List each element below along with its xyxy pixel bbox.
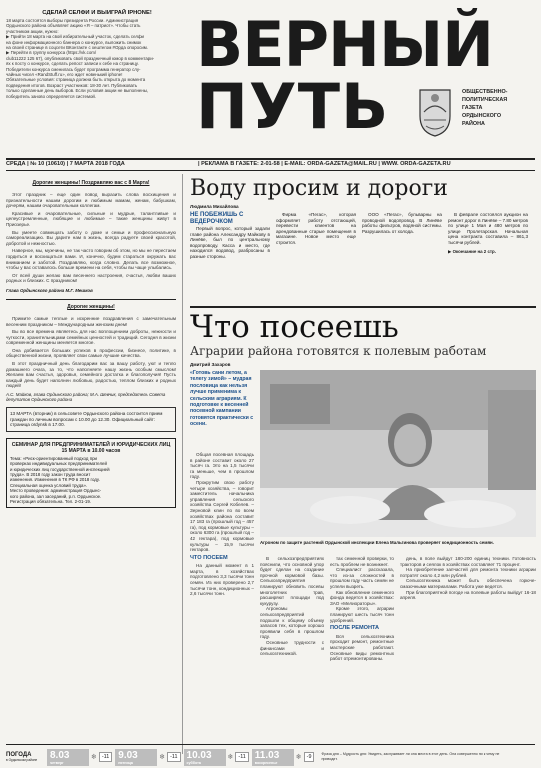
article1-author: Людмила Михайлова xyxy=(190,204,239,209)
seminar-title: СЕМИНАР ДЛЯ ПРЕДПРИНИМАТЕЛЕЙ И ЮРИДИЧЕСКИХ ЛИЦ xyxy=(11,441,171,448)
second-greeting-text xyxy=(6,316,176,389)
snow-icon: ❄ xyxy=(295,753,302,761)
subhead-what-sow: ЧТО ПОСЕЕМ xyxy=(190,554,228,561)
article2-col-d: день, в поле выйдут 180-200 единиц техники. Готовность тракторов и сеялок в хозяйствах составляет 71 процент. На приобретение запчастей для ремонта техники аграрии потратят около 4,2 млн рублей. Сельхозтехника может быть обеспечена горюче-смазочными материалами. Работа уже ведется. При благоприятной погоде на полевые работы выйдут 16-18 апреля. xyxy=(400,556,536,601)
second-greeting-signature: А.С. Майков, глава Ордынского района; М.А. Шевчик, председатель Совета депутатов Ордынского района xyxy=(6,392,166,403)
promo-line: ▶ Перейти в группу конкурса (https://vk.com/ xyxy=(6,50,97,56)
notice-box xyxy=(6,407,176,432)
second-greeting-title: Дорогие женщины! xyxy=(67,303,115,310)
article2-col-c: тах семенной проверки, то есть проблем не возникнет. Специалист рассказала, что из-за сложностей в прошлом году часть семян не успели вызреть. Как обновление семенного фонда ведется в хозяйствах: ЗАО «Мелиораторы». Кроме этого, аграрии планируют шесть тысяч тонн удобрений. ПОСЛЕ РЕМОНТА Вся сельхозтехника проходит ремонт, ремонтные мастерские работают. Основные виды ремонтных работ отремонтированы. xyxy=(330,556,394,662)
seminar-line: труда». В 2018 году закон труда вносит xyxy=(10,472,91,478)
article1-subhead: НЕ ПОБЕЖИШЬ С ВЕДЕРОЧКОМ xyxy=(190,212,244,225)
seminar-box xyxy=(6,438,176,509)
left-column xyxy=(6,176,176,508)
photo-agronomist xyxy=(260,370,536,537)
contacts-line: | РЕКЛАМА В ГАЗЕТЕ: 2-01-58 | E-MAIL: ORDA-GAZETA@MAIL.RU | WWW. ORDA-GAZETA.RU xyxy=(198,161,451,167)
weather-day-name: четверг xyxy=(50,760,64,765)
greeting-signature: Глава Ордынского района М.Г. Мешков xyxy=(6,287,93,293)
promo-box xyxy=(6,6,188,156)
seminar-date: 15 МАРТА в 10.00 часов xyxy=(61,447,121,454)
greeting-paragraph: Красивые и очаровательные, сильные и мудрые, талантливые и целеустремленные, любящие и любимые – такие женщины живут в Приозерье. xyxy=(6,210,176,227)
seminar-line: проверках индивидуальных предпринимателей xyxy=(10,461,107,467)
weather-day-name: суббота xyxy=(186,760,201,765)
promo-line: подведения итогов. Возраст участников: 18-30 лет. Публиковать xyxy=(6,82,138,88)
weather-label-box xyxy=(6,752,44,762)
article2-author: Дмитрий Захаров xyxy=(190,362,231,367)
weather-date: 11.03 xyxy=(254,749,280,761)
tagline-line: ГАЗЕТА xyxy=(462,105,483,111)
promo-text xyxy=(6,18,188,99)
weather-temp: -11 xyxy=(99,752,112,762)
greeting-text xyxy=(6,192,176,284)
tagline-line: ОРДЫНСКОГО xyxy=(462,113,502,119)
weather-day xyxy=(184,749,249,766)
promo-line: ▶ Прийти 18 марта на свой избирательный участок, сделать селфи xyxy=(6,34,145,40)
notice-text: 13 МАРТА (вторник) в сельсовете Ордынского района состоится прием граждан по личным вопросам с 10.00 до 12.30. Официальный сайт: страница ordynsk в 17.00. xyxy=(10,411,163,428)
second-greeting-paragraph: Вы во все времена являетесь для нас воплощением доброты, нежности и чуткости, хранительницами семейных ценностей и традиций. Сегодня в жизни современной женщины меняется многое. xyxy=(6,329,176,346)
article2-headline: Что посеешь xyxy=(190,309,399,345)
seminar-line: Регистрация обязательна. Тел. 2-01-19. xyxy=(10,499,91,505)
promo-line: на фоне информационного баннера о конкурсе, выложить снимок xyxy=(6,39,142,45)
weather-temp: -11 xyxy=(167,752,180,762)
second-greeting-paragraph: Она добивается больших успехов в профессии, бизнесе, политике, в общественной жизни, проявляет свои самые лучшие качества. xyxy=(6,347,176,359)
greeting-title: Дорогие женщины! Поздравляю вас с 8 Марта! xyxy=(32,180,150,186)
seminar-line: кого района, зал заседаний, р.п. Ордынское. xyxy=(10,493,102,499)
seminar-line: и юридических лиц государственной инспекцией xyxy=(10,466,110,472)
snow-icon: ❄ xyxy=(227,753,234,761)
quote-of-day: Фраза дня – Мудрость дня: Увидеть, заслуживает ли она места в этот день. Она совершенно ни к чему не приводит. xyxy=(321,752,500,761)
article2-lead: «Готовь сани летом, а телегу зимой» – мудрая пословица как нельзя лучше применима к сельским аграриям. К подготовке к весенней посевной кампании готовятся практически с осени. xyxy=(190,370,254,428)
promo-line: 18 марта состоятся выборы президента России. Администрация xyxy=(6,18,139,23)
tagline-line: РАЙОНА xyxy=(462,121,485,127)
article-water-roads xyxy=(190,176,536,304)
promo-line: только сделанные день выборов. Если условия акции не выполнены, xyxy=(6,88,149,94)
weather-date: 8.03 xyxy=(50,749,70,761)
second-greeting-paragraph: В этот праздничный день благодарим вас за вашу работу, уют и тепло домашнего очага, за то, что наполняете нашу жизнь особым смыслом! Желаем вам счастья, здоровья, семейного достатка и благополучия! Пусть каждый день будет наполнен любовью, радостью, теплом близких и родных людей! xyxy=(6,361,176,389)
seminar-line: Специальная оценка условий труда». xyxy=(10,482,88,488)
weather-strip xyxy=(6,747,535,767)
weather-day xyxy=(252,749,315,766)
masthead-tagline xyxy=(462,88,538,128)
weather-sub: в Ордынском районе xyxy=(6,758,38,762)
article1-col3: ООО «Пегас», бульварны на проводной водопровод. В Линёве работы фильтров, водяной системы. Разрушилась от холода. xyxy=(362,212,442,234)
promo-line: ях к посту о конкурсе, сделать репост записи к себе на страницу. xyxy=(6,61,139,67)
promo-line: Обязательные условия: страница должна быть открыта до момента xyxy=(6,77,146,83)
article1-headline: Воду просим и дороги xyxy=(190,176,448,201)
article1-col4: В феврале состоялся аукцион на ремонт дорог в Линёве – 7.80 метров по улице 1 Мая и 480 метров по улице Пролетарская. Начальная цена контракта составила – 861,3 тысячи рублей. xyxy=(448,212,528,245)
snow-icon: ❄ xyxy=(91,753,97,761)
weather-date: 9.03 xyxy=(118,749,138,761)
weather-date-badge xyxy=(184,749,226,766)
tagline-line: ОБЩЕСТВЕННО- xyxy=(462,89,508,95)
weather-temp: -11 xyxy=(235,752,248,762)
greeting-paragraph: Этот праздник – еще один повод выразить слова восхищения и признательности нашим дорогим и любимым мамам, женам, бабушкам, дочерям, нашим очаровательным коллегам. xyxy=(6,192,176,209)
article1-col1: Первый вопрос, который задали главе района Александру Майкову в Линёве, был по центральному водопроводу. Касса и место, где находился водовод, разбросаны в разные стороны. xyxy=(190,226,270,259)
title-line2: ПУТЬ xyxy=(196,70,390,143)
promo-line: чайных чисел «RandStuff.ru», его ждет новенький iphone! xyxy=(6,72,123,78)
seminar-text xyxy=(10,456,172,505)
article2-col-b: В сельхозпредприятиях пояснили, что основной упор будет сделан на создание прочной кормовой базы. Сельхозпредприятия планируют обновить посевы многолетних трав, расширяют площади под кукурузу. Агрономы сельхозпредприятий подошли к общему объему запасов тех, которые хорошо проявили себя в прошлом году. Основные трудности с финансами и сельхозтехникой. xyxy=(260,556,324,657)
promo-heading: СДЕЛАЙ СЕЛФИ И ВЫИГРАЙ IPHONE! xyxy=(42,10,152,16)
promo-line: Ордынского района объявляет акцию «Я – патриот». Чтобы стать xyxy=(6,23,141,29)
promo-line: club11222 125 67), опубликовать свой праздничный юмор в комментари- xyxy=(6,55,155,61)
coat-of-arms-icon xyxy=(418,86,452,138)
second-greeting-paragraph: Примите самые теплые и искренние поздравления с замечательным весенним праздником – Международным женским днем! xyxy=(6,315,176,327)
subhead-after-repair: ПОСЛЕ РЕМОНТА xyxy=(330,625,380,632)
article2-subheadline: Аграрии района готовятся к полевым работам xyxy=(190,344,487,358)
greeting-paragraph: От всей души желаю вам весеннего настроения, счастья, любви ваших родных и близких. С праздником! xyxy=(6,272,176,284)
title-line1: ВЕРНЫЙ xyxy=(196,8,494,81)
promo-line: Победители конкурса сменилась будет программа генератор слу- xyxy=(6,66,141,72)
weather-date-badge xyxy=(47,749,89,766)
issue-line: СРЕДА | № 10 (10610) | 7 МАРТА 2018 ГОДА xyxy=(6,161,125,167)
seminar-line: Тема: «Риск-ориентированный подход при xyxy=(10,455,97,461)
promo-line: участником акции, нужно: xyxy=(6,28,59,34)
weather-day xyxy=(115,749,180,766)
article1-col2: Фирма «Пегас», которая оформляет работу отстающей, перевести клиентов на арендованные старые помещения в магазине. Новое место еще строится. xyxy=(276,212,356,245)
promo-line: победитель заново определяется системой. xyxy=(6,93,97,99)
promo-line: на своей странице в соцсети ВКонтакте с хештегом #Орда опоросим. xyxy=(6,45,149,51)
tagline-line: ПОЛИТИЧЕСКАЯ xyxy=(462,97,508,103)
weather-day-name: пятница xyxy=(118,760,133,765)
weather-date: 10.03 xyxy=(186,749,212,761)
photo-caption: Агроном по защите растений Ордынской инспекции Елена Мальгинова проверяет кондиционность семян. xyxy=(260,540,494,545)
article1-continued: ▶ Окончание на 2 стр. xyxy=(448,248,496,254)
weather-label: ПОГОДА xyxy=(6,752,32,758)
weather-date-badge xyxy=(252,749,294,766)
weather-temp: -9 xyxy=(304,752,315,762)
weather-day xyxy=(47,749,112,766)
article2-col-a: Общая посевная площадь в районе составит около 27 тысяч га. Это на 1,5 тысячи га меньше, чем в прошлом году. Прокрутим свою работу четыре хозяйства, – говорит заместитель начальника управления сельского хозяйства Сергей Кобелев. – Зерновой клин по во всем хозяйствах района составит 17 183 га (прошлый год – 457 га), под кормовые культуры – около 6300 га (прошлый год – 42 гектара), под кормовые культуры – 15,9 тысячи гектаров. ЧТО ПОСЕЕМ На данный момент в 1 марта, в хозяйствах подготовлено 3,3 тысячи тонн семян. Из них проверено 2,7 тысячи тонн, кондиционных – 2,6 тысячи тонн. xyxy=(190,452,254,597)
weather-date-badge xyxy=(115,749,157,766)
seminar-line: изменения. Изменения в ТК РФ в 2018 году. xyxy=(10,477,100,483)
seminar-line: Место проведения: администрация Ордынс- xyxy=(10,488,102,494)
snow-icon: ❄ xyxy=(159,753,166,761)
weather-day-name: воскресенье xyxy=(254,760,278,765)
greeting-paragraph: Наверное, мы, мужчины, не так часто говорим об этом, но мы не перестаем гордиться и восхищаться вами. И, конечно, будем стараться окружать вас вниманием и заботой. Поздравляю, когда словно. Делать все возможное, чтобы у вас оставалось больше времени на себя, чтобы вы чаще улыбались. xyxy=(6,248,176,271)
greeting-paragraph: Вы умеете совмещать заботу о доме и семьи и профессиональную самореализацию. Вы дарите нам в жизнь, всегда радуете своей красотой, добротой и нежностью. xyxy=(6,229,176,246)
